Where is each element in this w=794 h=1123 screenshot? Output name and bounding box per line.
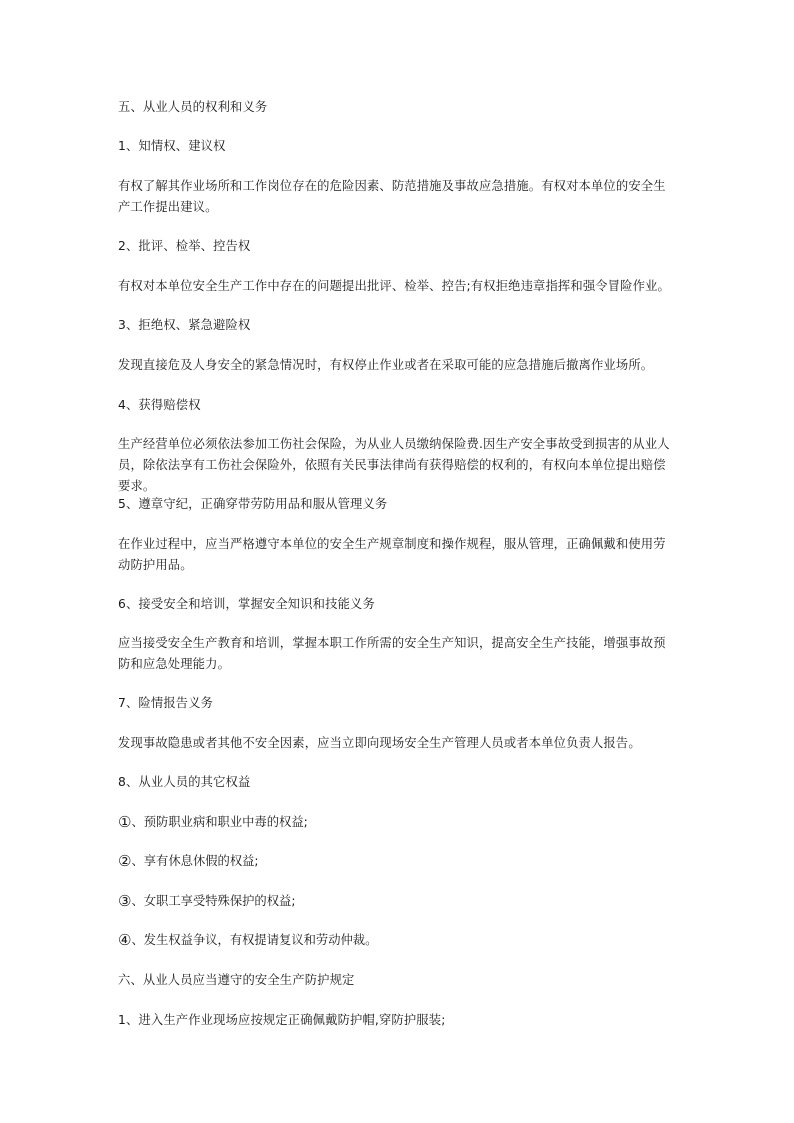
heading-1: 1、知情权、建议权: [118, 139, 226, 153]
list-item-text: 、发生权益争议，有权提请复议和劳动仲裁。: [131, 933, 378, 947]
list-item-text: 、预防职业病和职业中毒的权益;: [131, 815, 308, 829]
paragraph-3: 发现直接危及人身安全的紧急情况时，有权停止作业或者在采取可能的应急措施后撤离作业场所。: [118, 358, 654, 372]
list-item: [118, 851, 678, 872]
list-marker: ②: [118, 852, 132, 870]
heading-4: 4、获得赔偿权: [118, 398, 201, 412]
heading-3: 3、拒绝权、紧急避险权: [118, 318, 251, 332]
list-item-text: 、女职工享受特殊保护的权益;: [131, 894, 296, 908]
heading-2: 2、批评、检举、控告权: [118, 239, 251, 253]
paragraph-2: 有权对本单位安全生产工作中存在的问题提出批评、检举、控告;有权拒绝违章指挥和强令冒险作业。: [118, 279, 670, 293]
list-marker: ③: [118, 892, 132, 910]
heading-8: 8、从业人员的其它权益: [118, 775, 251, 789]
section-6-title: 六、从业人员应当遵守的安全生产防护规定: [118, 973, 355, 987]
list-marker: ④: [118, 931, 132, 949]
heading-5: 5、遵章守纪，正确穿带劳防用品和服从管理义务: [118, 497, 388, 511]
paragraph-4: 生产经营单位必须依法参加工伤社会保险，为从业人员缴纳保险费.因生产安全事故受到损害的从业人员，除依法享有工伤社会保险外，依照有关民事法律尚有获得赔偿的权利的，有权向本单位提出赔偿要求。: [118, 437, 670, 493]
paragraph-5: 在作业过程中，应当严格遵守本单位的安全生产规章制度和操作规程，服从管理，正确佩戴和使用劳动防护用品。: [118, 537, 666, 572]
list-item: [118, 891, 678, 912]
paragraph-1: 有权了解其作业场所和工作岗位存在的危险因素、防范措施及事故应急措施。有权对本单位的安全生产工作提出建议。: [118, 179, 666, 214]
heading-6: 6、接受安全和培训，掌握安全知识和技能义务: [118, 597, 375, 611]
list-marker: ①: [118, 813, 132, 831]
heading-7: 7、险情报告义务: [118, 696, 214, 710]
section-5-title: 五、从业人员的权利和义务: [118, 100, 268, 114]
paragraph-7: 发现事故隐患或者其他不安全因素，应当立即向现场安全生产管理人员或者本单位负责人报告。: [118, 736, 641, 750]
rule-1: 1、进入生产作业现场应按规定正确佩戴防护帽,穿防护服装;: [118, 1013, 446, 1027]
list-item-text: 、享有休息休假的权益;: [131, 854, 259, 868]
paragraph-6: 应当接受安全生产教育和培训，掌握本职工作所需的安全生产知识，提高安全生产技能，增强事故预防和应急处理能力。: [118, 636, 666, 671]
list-item: [118, 812, 678, 833]
list-item: [118, 930, 678, 951]
